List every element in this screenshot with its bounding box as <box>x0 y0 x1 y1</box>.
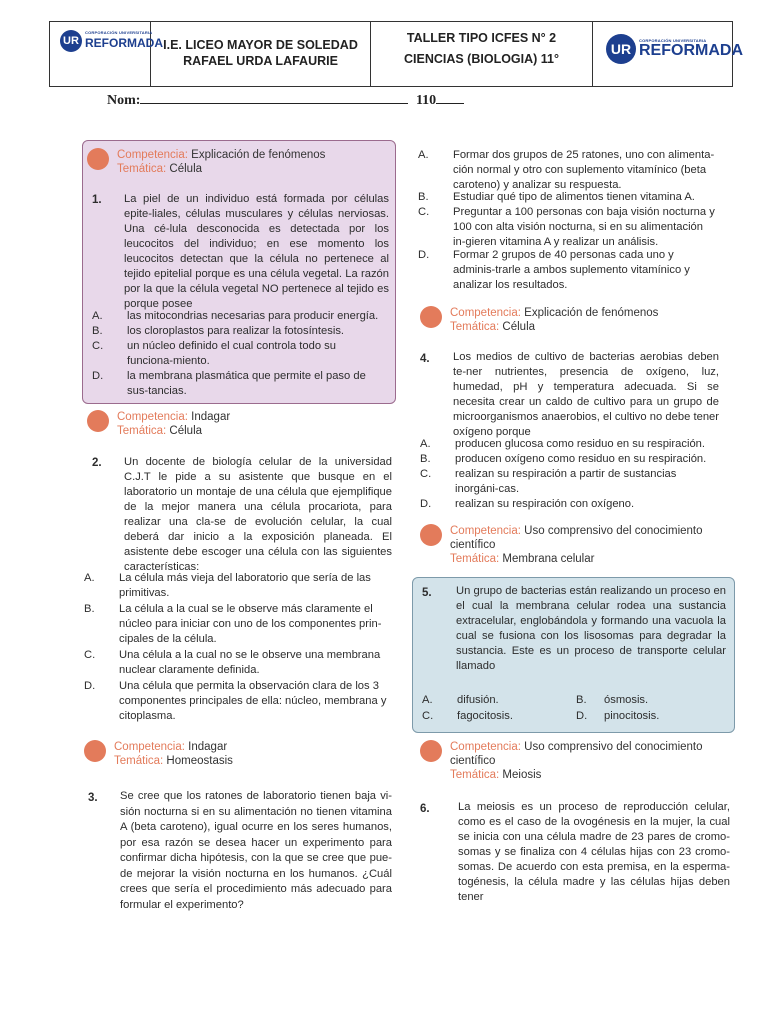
question-3-text: Se cree que los ratones de laboratorio tienen baja vi-sión nocturna si en su alimentación no tienen vitamina A (beta caroteno), igual ocurre en los seres humanos, por esa razón se desea hacer un experimento para confirmar dicha hipótesis, con la que se cree que pue-de mejorar la visión nocturna en los humanos. ¿Cuál crees que sería el procedimiento más adecuado para formular el experimento? <box>120 790 392 911</box>
logo-left-name: REFORMADA <box>85 36 163 50</box>
lightbulb-icon <box>87 148 109 170</box>
name-label: Nom: <box>107 93 141 108</box>
question-1-option-a[interactable]: A. las mitocondrias necesarias para producir energía. <box>92 310 379 322</box>
question-3-option-a[interactable]: A. Formar dos grupos de 25 ratones, uno con alimenta-ción normal y otro con suplemento vitamínico (beta caroteno) y analizar su respuesta. <box>418 149 715 191</box>
question-1-text: La piel de un individuo está formada por células epite-liales, células musculares y células nerviosas. Una cé-lula desconocida es detectada por los leucocitos del individuo; en ese momento los leucocitos detectan que la célula no pertenece al tejido epitelial porque es una célula vegetal. La razón por la que la célula vegetal NO pertenece al tejido es porque posee <box>124 193 389 310</box>
question-5-option-d[interactable]: D. pinocitosis. <box>576 710 660 722</box>
lightbulb-icon <box>420 740 442 762</box>
question-1-option-b[interactable]: B. los cloroplastos para realizar la fotosíntesis. <box>92 325 345 337</box>
group-code: 110 <box>415 93 437 108</box>
question-1-option-c[interactable]: C. un núcleo definido el cual controla todo su funciona-miento. <box>92 340 336 367</box>
question-1-option-d[interactable]: D. la membrana plasmática que permite el paso de sus-tancias. <box>92 370 366 397</box>
question-4-text: Los medios de cultivo de bacterias aerobias deben te-ner nutrientes, presencia de oxígeno, luz, humedad, pH y temperatura adecuada. Si se necesita crear un caldo de cultivo para un grupo de microorganismos anaerobios, el cultivo no debe tener oxígeno porque <box>453 351 719 438</box>
question-3-number: 3. <box>88 792 98 804</box>
logo-right-top: CORPORACIÓN UNIVERSITARIA <box>639 38 707 43</box>
question-4-option-d[interactable]: D. realizan su respiración con oxígeno. <box>420 498 635 510</box>
taller-title <box>371 22 593 86</box>
ur-logo-icon: UR <box>606 34 636 64</box>
lightbulb-icon <box>420 524 442 546</box>
logo-right-name: REFORMADA <box>639 42 743 59</box>
competencia-6: Competencia: Uso comprensivo del conocimiento científico Temática: Meiosis <box>420 740 725 782</box>
competencia-2: Competencia: Indagar Temática: Célula <box>87 410 230 438</box>
logo-left-top: CORPORACIÓN UNIVERSITARIA <box>85 30 153 35</box>
taller-line2: CIENCIAS (BIOLOGIA) 11° <box>403 52 560 66</box>
ur-logo-icon: UR <box>60 30 82 52</box>
group-blank[interactable] <box>436 91 464 104</box>
question-5-option-a[interactable]: A. difusión. <box>422 694 499 706</box>
competencia-4: Competencia: Explicación de fenómenos Temática: Célula <box>420 306 658 334</box>
question-5-option-c[interactable]: C. fagocitosis. <box>422 710 513 722</box>
competencia-3: Competencia: Indagar Temática: Homeostasis <box>84 740 233 768</box>
school-name: I.E. LICEO MAYOR DE SOLEDAD RAFAEL URDA LAFAURIE <box>151 22 371 86</box>
logo-left-cell <box>50 22 163 86</box>
logo-right-cell <box>593 22 743 86</box>
logo-left <box>60 30 163 52</box>
lightbulb-icon <box>420 306 442 328</box>
name-line <box>107 91 464 109</box>
lightbulb-icon <box>87 410 109 432</box>
question-4-option-a[interactable]: A. producen glucosa como residuo en su respiración. <box>420 438 705 450</box>
question-4-option-b[interactable]: B. producen oxígeno como residuo en su respiración. <box>420 453 707 465</box>
question-2-option-c[interactable]: C. Una célula a la cual no se le observe una membrana nuclear claramente definida. <box>84 649 381 676</box>
question-6-number: 6. <box>420 803 430 815</box>
logo-right <box>606 34 743 64</box>
question-3-option-b[interactable]: B. Estudiar qué tipo de alimentos tienen vitamina A. <box>418 191 695 203</box>
question-5-text: Un grupo de bacterias están realizando un proceso en el cual la membrana celular rodea una sustancia extracelular, englobándola y formando una vacuola la cual se fusiona con los lisosomas para degradar la sustancia. Este es un proceso de transporte celular llamado <box>456 585 726 672</box>
question-3-option-d[interactable]: D. Formar 2 grupos de 40 personas cada uno y adminis-trarle a ambos suplemento vitamínico y analizar los resultados. <box>418 249 690 291</box>
taller-line1: TALLER TIPO ICFES N° 2 <box>406 31 557 45</box>
question-4-option-c[interactable]: C. realizan su respiración a partir de sustancias inorgáni-cas. <box>420 468 677 495</box>
question-4-number: 4. <box>420 353 430 365</box>
name-blank[interactable] <box>140 91 408 104</box>
question-2-text: Un docente de biología celular de la universidad C.J.T le pide a su asistente que busque en el laboratorio un montaje de una célula que ejemplifique de la mejor manera una célula procariota, para realizar una cla-se de evolución celular, la cual deberá dar inicio a la exposición planeada. El asistente debe escoger una célula con las siguientes características: <box>124 456 392 573</box>
question-2-number: 2. <box>92 457 102 469</box>
question-5-number: 5. <box>422 587 432 599</box>
lightbulb-icon <box>84 740 106 762</box>
question-1-number: 1. <box>92 194 102 206</box>
question-5-option-b[interactable]: B. ósmosis. <box>576 694 649 706</box>
question-2-option-a[interactable]: A. La célula más vieja del laboratorio que sería de las primitivas. <box>84 572 371 599</box>
question-2-option-b[interactable]: B. La célula a la cual se le observe más claramente el núcleo para iniciar con uno de los componentes prin-cipales de la célula. <box>84 603 382 645</box>
question-3-option-c[interactable]: C. Preguntar a 100 personas con baja visión nocturna y 100 con alta visión nocturna, si en su alimentación in-gieren vitamina A y realizar un análisis. <box>418 206 715 248</box>
competencia-5: Competencia: Uso comprensivo del conocimiento científico Temática: Membrana celular <box>420 524 720 566</box>
header-table <box>49 21 743 87</box>
competencia-1: Competencia: Explicación de fenómenos Temática: Célula <box>87 148 325 176</box>
question-6-text: La meiosis es un proceso de reproducción celular, como es el caso de la ovogénesis en la mujer, la cual se inicia con una célula madre de 23 pares de cromo-somas y se finaliza con 4 células hijas con 23 cromo-somas. De acuerdo con esta premisa, en la esperma-togénesis, la célula madre y las células hijas deben tener <box>458 801 730 903</box>
question-2-option-d[interactable]: D. Una célula que permita la observación clara de los 3 componentes principales de ella: núcleo, membrana y citoplasma. <box>84 680 387 722</box>
